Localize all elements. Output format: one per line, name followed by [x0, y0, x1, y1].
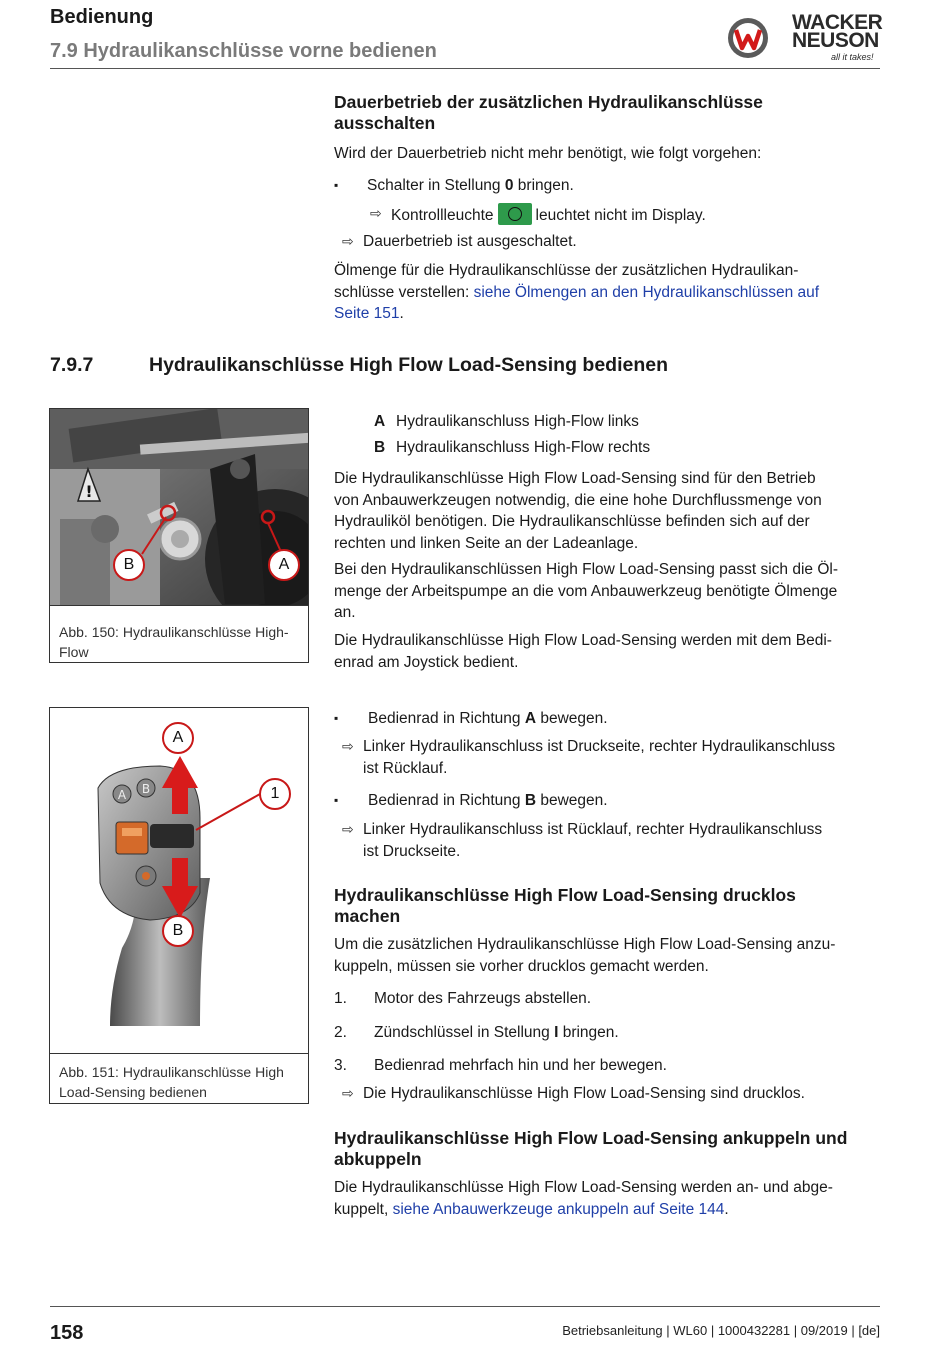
paragraph-joystick: Die Hydraulikanschlüsse High Flow Load-Sensing werden mit dem Bedi- enrad am Joystick bedient. [334, 632, 832, 671]
callout-a: A [162, 722, 194, 754]
section-title: Hydraulikanschlüsse High Flow Load-Sensing bedienen [149, 354, 669, 376]
result-drucklos: Die Hydraulikanschlüsse High Flow Load-Sensing sind drucklos. [363, 1085, 805, 1102]
paragraph-ankuppeln: Die Hydraulikanschlüsse High Flow Load-Sensing werden an- und abge- kuppelt, siehe Anbauwerkzeuge ankuppeln auf Seite 144. [334, 1179, 833, 1218]
step-ignition: Zündschlüssel in Stellung I bringen. [374, 1024, 619, 1041]
indicator-lamp-icon [498, 203, 532, 225]
bullet-icon: ▪ [334, 178, 339, 192]
result-arrow-icon: ⇨ [342, 821, 354, 837]
wacker-logo-icon [726, 16, 770, 60]
result-direction-a: Linker Hydraulikanschluss ist Druckseite, rechter Hydraulikanschluss ist Rücklauf. [363, 738, 836, 777]
step-switch: Schalter in Stellung 0 bringen. [367, 177, 574, 194]
section-subtitle: 7.9 Hydraulikanschlüsse vorne bedienen [50, 40, 437, 62]
result-off: Dauerbetrieb ist ausgeschaltet. [363, 233, 577, 250]
step-direction-a: Bedienrad in Richtung A bewegen. [368, 710, 608, 727]
link-anbauwerkzeuge[interactable]: siehe Anbauwerkzeuge ankuppeln auf Seite 144 [392, 1200, 725, 1218]
bullet-icon: ▪ [334, 711, 339, 725]
callout-b: B [162, 915, 194, 947]
step-number: 3. [334, 1057, 347, 1074]
result-arrow-icon: ⇨ [342, 1085, 354, 1101]
step-engine-off: Motor des Fahrzeugs abstellen. [374, 990, 592, 1007]
chapter-title: Bedienung [50, 6, 154, 28]
result-direction-b: Linker Hydraulikanschluss ist Rücklauf, rechter Hydraulikanschluss ist Druckseite. [363, 821, 823, 860]
figure-150-caption: Abb. 150: Hydraulikanschlüsse High- Flow [59, 624, 289, 660]
result-lamp: Kontrollleuchte leuchtet nicht im Display. [391, 203, 706, 227]
loader-arm-photo [50, 409, 308, 605]
step-direction-b: Bedienrad in Richtung B bewegen. [368, 792, 608, 809]
oil-quantity-paragraph: Ölmenge für die Hydraulikanschlüsse der zusätzlichen Hydraulikan- schlüsse verstellen: siehe Ölmengen an den Hydraulikanschlüssen auf Seite 151. [334, 262, 820, 322]
figure-151 [49, 707, 309, 1104]
callout-1: 1 [259, 778, 291, 810]
section-number: 7.9.7 [50, 354, 94, 376]
joystick-photo [50, 708, 308, 1028]
caption-divider [50, 1053, 308, 1054]
callout-b: B [113, 549, 145, 581]
btn-a-label: A [117, 788, 127, 802]
legend-text-b: Hydraulikanschluss High-Flow rechts [396, 439, 651, 456]
callout-a: A [268, 549, 300, 581]
figure-150 [49, 408, 309, 663]
paragraph-high-flow: Die Hydraulikanschlüsse High Flow Load-Sensing sind für den Betrieb von Anbauwerkzeugen notwendig, die eine hohe Durchflussmenge von Hydrauliköl benötigen. Die Hydraulikanschlüsse befinden sich auf der rechten und linken Seite an der Ladeanlage. [334, 470, 822, 552]
step-number: 2. [334, 1024, 347, 1041]
intro-text: Wird der Dauerbetrieb nicht mehr benötigt, wie folgt vorgehen: [334, 145, 762, 162]
step-move-wheel: Bedienrad mehrfach hin und her bewegen. [374, 1057, 667, 1074]
figure-151-caption: Abb. 151: Hydraulikanschlüsse High Load-Sensing bedienen [59, 1064, 284, 1100]
btn-b-label: B [141, 782, 151, 796]
link-seite-151[interactable]: Seite 151 [334, 305, 400, 322]
step-number: 1. [334, 990, 347, 1007]
svg-text:!: ! [85, 482, 93, 501]
legend-key-a: A [374, 413, 386, 430]
brand-logo [726, 11, 883, 66]
brand-wordmark: WACKER NEUSON [792, 11, 883, 52]
brand-tagline: all it takes! [831, 52, 874, 62]
heading-ankuppeln: Hydraulikanschlüsse High Flow Load-Sensing ankuppeln und abkuppeln [334, 1128, 848, 1169]
result-arrow-icon: ⇨ [342, 738, 354, 754]
footer-divider [50, 1306, 880, 1307]
bullet-icon: ▪ [334, 793, 339, 807]
link-oelmengen[interactable]: siehe Ölmengen an den Hydraulikanschlüssen auf [473, 283, 820, 301]
page-number: 158 [50, 1322, 84, 1344]
caption-divider [50, 605, 308, 606]
heading-drucklos: Hydraulikanschlüsse High Flow Load-Sensing drucklos machen [334, 885, 796, 926]
header-divider [50, 68, 880, 69]
heading-dauerbetrieb: Dauerbetrieb der zusätzlichen Hydraulikanschlüsse ausschalten [334, 92, 763, 133]
document-reference: Betriebsanleitung | WL60 | 1000432281 | 09/2019 | [de] [562, 1323, 880, 1338]
legend-text-a: Hydraulikanschluss High-Flow links [396, 413, 639, 430]
paragraph-load-sensing: Bei den Hydraulikanschlüssen High Flow Load-Sensing passt sich die Öl- menge der Arbeitspumpe an die vom Anbauwerkzeug benötigte Ölmenge an. [334, 561, 839, 621]
result-arrow-icon: ⇨ [342, 233, 354, 249]
legend-key-b: B [374, 439, 386, 456]
intro-drucklos: Um die zusätzlichen Hydraulikanschlüsse High Flow Load-Sensing anzu- kuppeln, müssen sie vorher drucklos gemacht werden. [334, 936, 836, 975]
result-arrow-icon: ⇨ [370, 205, 382, 221]
